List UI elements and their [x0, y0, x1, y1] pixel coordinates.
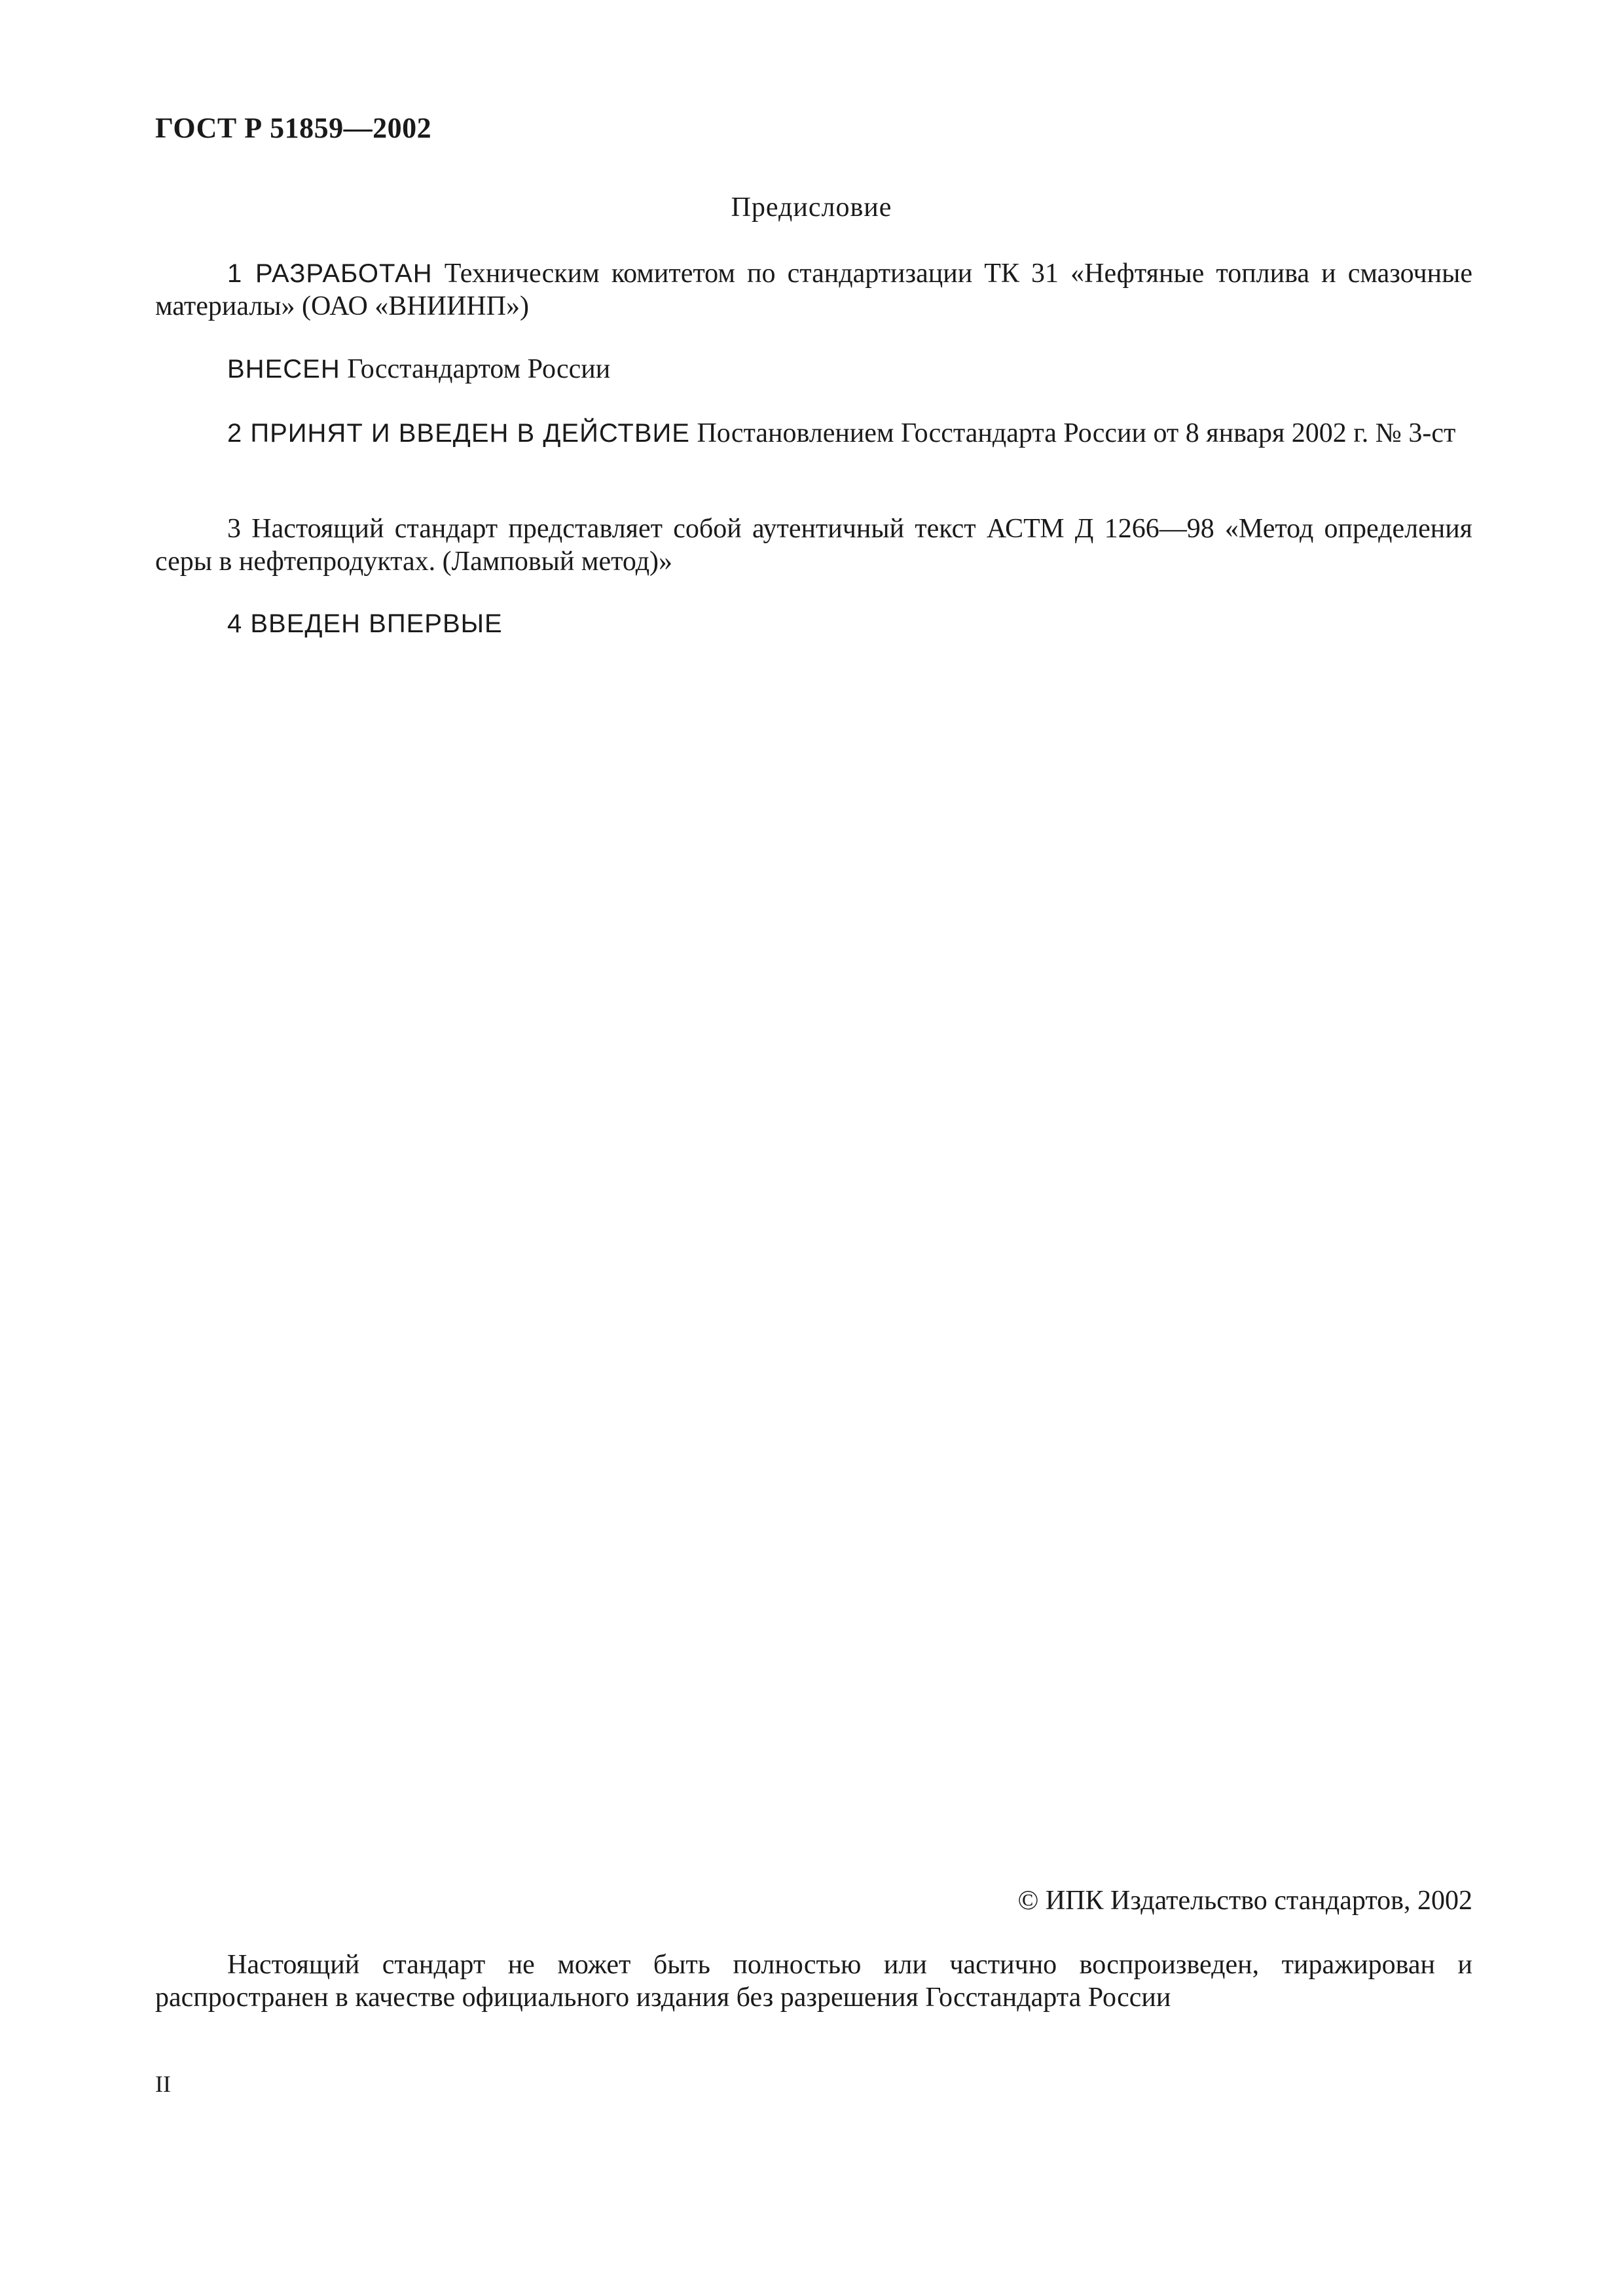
- foreword-item-adopted: [155, 417, 1472, 450]
- copyright-line: © ИПК Издательство стандартов, 2002: [1017, 1886, 1472, 1916]
- foreword-item-lead: 2 ПРИНЯТ И ВВЕДЕН В ДЕЙСТВИЕ: [227, 419, 690, 448]
- foreword-item-text: 3 Настоящий стандарт представляет собой аутентичный текст АСТМ Д 1266—98 «Метод определения серы в нефтепродуктах. (Ламповый метод)»: [155, 514, 1472, 577]
- reproduction-notice: Настоящий стандарт не может быть полностью или частично воспроизведен, тиражирован и распространен в качестве официального издания без разрешения Госстандарта России: [155, 1950, 1472, 2013]
- foreword-item-lead: 4 ВВЕДЕН ВПЕРВЫЕ: [227, 609, 503, 638]
- foreword-item-text: Техническим комитетом по стандартизации ТК 31 «Нефтяные топлива и смазочные материалы» (ОАО «ВНИИНП»): [155, 259, 1472, 321]
- foreword-title: Предисловие: [731, 192, 892, 223]
- foreword-item-lead: 1 РАЗРАБОТАН: [227, 259, 433, 288]
- foreword-item-developed: [155, 257, 1472, 323]
- foreword-item-authentic-text: [155, 512, 1472, 578]
- foreword-item-text: Постановлением Госстандарта России от 8 января 2002 г. № 3-ст: [689, 418, 1456, 448]
- foreword-item-submitted: [155, 353, 1472, 386]
- foreword-item-first-introduced: [155, 607, 1472, 640]
- foreword-item-text: Госстандартом России: [340, 354, 611, 384]
- document-code: ГОСТ Р 51859—2002: [155, 112, 432, 144]
- page-number: II: [155, 2071, 171, 2097]
- foreword-item-lead: ВНЕСЕН: [227, 355, 340, 384]
